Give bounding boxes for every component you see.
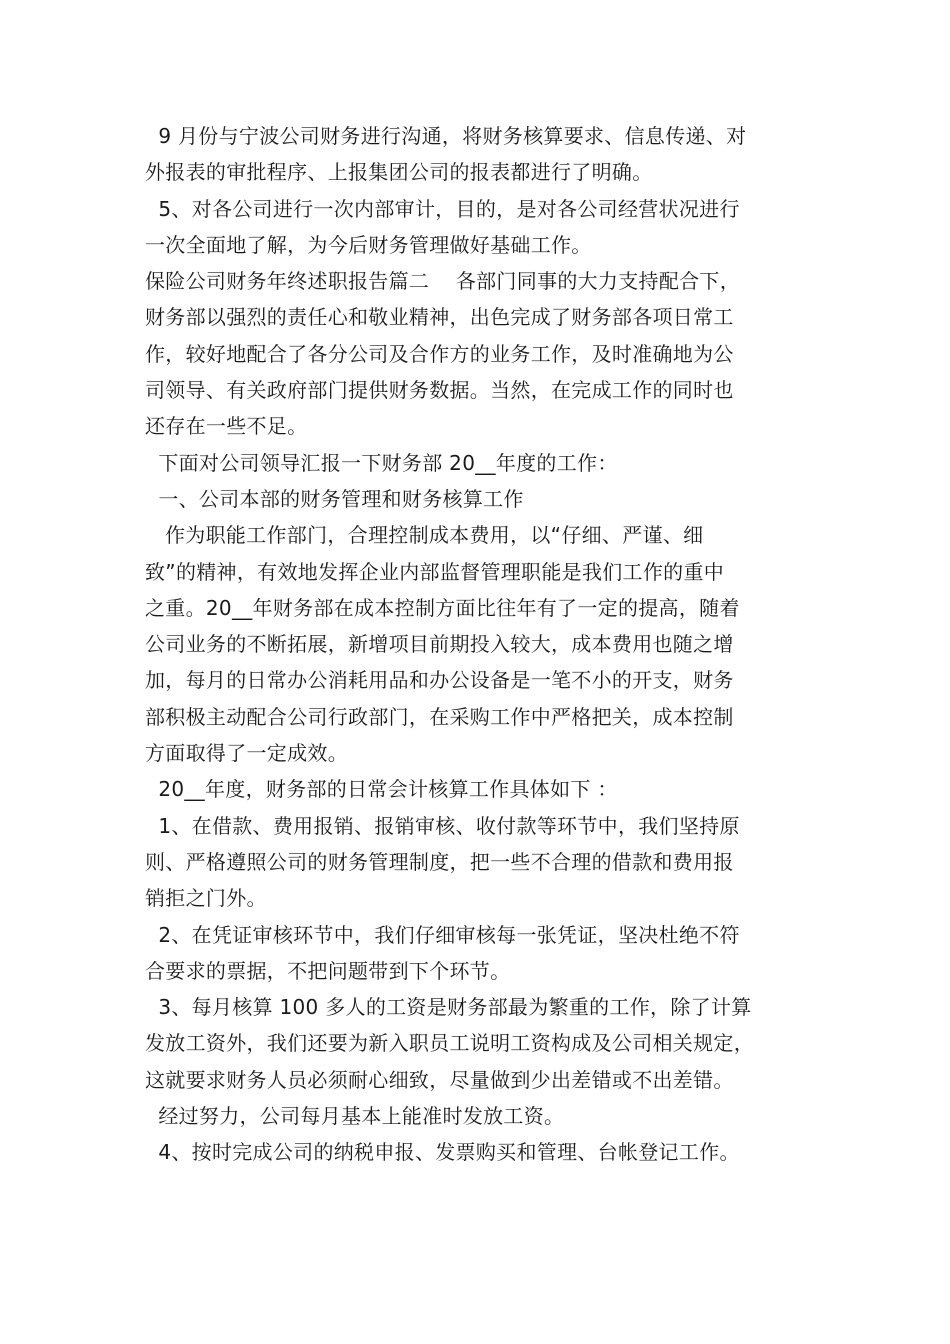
text-line: 这就要求财务人员必须耐心细致，尽量做到少出差错或不出差错。	[145, 1067, 734, 1092]
list-item-4	[145, 1134, 810, 1170]
paragraph-report-part-two	[145, 263, 810, 444]
text-line: 致”的精神，有效地发挥企业内部监督管理职能是我们工作的重中	[145, 559, 725, 584]
list-item-1	[145, 808, 810, 917]
text-line: 部积极主动配合公司行政部门，在采购工作中严格把关，成本控制	[145, 704, 734, 729]
paragraph-cost-control	[145, 517, 810, 771]
paragraph-internal-audit	[145, 191, 810, 264]
text-line: 4、按时完成公司的纳税申报、发票购买和管理、台帐登记工作。	[145, 1140, 740, 1165]
paragraph-sept-communication	[145, 118, 810, 191]
text-line: 作为职能工作部门，合理控制成本费用，以“仔细、严谨、细	[145, 523, 704, 548]
text-line: 公司业务的不断拓展，新增项目前期投入较大，成本费用也随之增	[145, 632, 734, 657]
text-line: 20__年度，财务部的日常会计核算工作具体如下 ：	[145, 777, 618, 802]
text-line: 销拒之门外。	[145, 886, 267, 911]
text-line: 3、每月核算 100 多人的工资是财务部最为繁重的工作，除了计算	[145, 995, 752, 1020]
paragraph-payroll-result	[145, 1098, 810, 1134]
paragraph-report-intro	[145, 445, 810, 481]
text-line: 加，每月的日常办公消耗用品和办公设备是一笔不小的开支，财务	[145, 668, 734, 693]
document-body	[145, 118, 810, 1171]
text-line: 5、对各公司进行一次内部审计，目的，是对各公司经营状况进行	[145, 196, 740, 221]
text-line: 一、公司本部的财务管理和财务核算工作	[145, 486, 524, 511]
text-line: 合要求的票据，不把问题带到下个环节。	[145, 958, 511, 983]
text-line: 9 月份与宁波公司财务进行沟通，将财务核算要求、信息传递、对	[145, 124, 747, 148]
text-line: 作，较好地配合了各分公司及合作方的业务工作，及时准确地为公	[145, 341, 734, 366]
paragraph-accounting-intro	[145, 771, 810, 807]
section-heading-1	[145, 481, 810, 517]
text-line: 一次全面地了解，为今后财务管理做好基础工作。	[145, 232, 592, 257]
text-line: 保险公司财务年终述职报告篇二 各部门同事的大力支持配合下，	[145, 269, 741, 294]
text-line: 司领导、有关政府部门提供财务数据。当然，在完成工作的同时也	[145, 378, 734, 403]
text-line: 财务部以强烈的责任心和敬业精神，出色完成了财务部各项日常工	[145, 305, 734, 330]
list-item-3	[145, 989, 810, 1098]
text-line: 发放工资外，我们还要为新入职员工说明工资构成及公司相关规定，	[145, 1031, 754, 1056]
text-line: 2、在凭证审核环节中，我们仔细审核每一张凭证，坚决杜绝不符	[145, 922, 740, 947]
text-line: 经过努力，公司每月基本上能准时发放工资。	[145, 1104, 565, 1129]
text-line: 外报表的审批程序、上报集团公司的报表都进行了明确。	[145, 160, 653, 185]
list-item-2	[145, 917, 810, 990]
text-line: 则、严格遵照公司的财务管理制度，把一些不合理的借款和费用报	[145, 849, 734, 874]
text-line: 下面对公司领导汇报一下财务部 20__年度的工作：	[145, 450, 618, 475]
text-line: 方面取得了一定成效。	[145, 741, 348, 766]
text-line: 1、在借款、费用报销、报销审核、收付款等环节中，我们坚持原	[145, 813, 740, 838]
text-line: 还存在一些不足。	[145, 414, 308, 439]
text-line: 之重。20__年财务部在成本控制方面比往年有了一定的提高，随着	[145, 595, 740, 620]
